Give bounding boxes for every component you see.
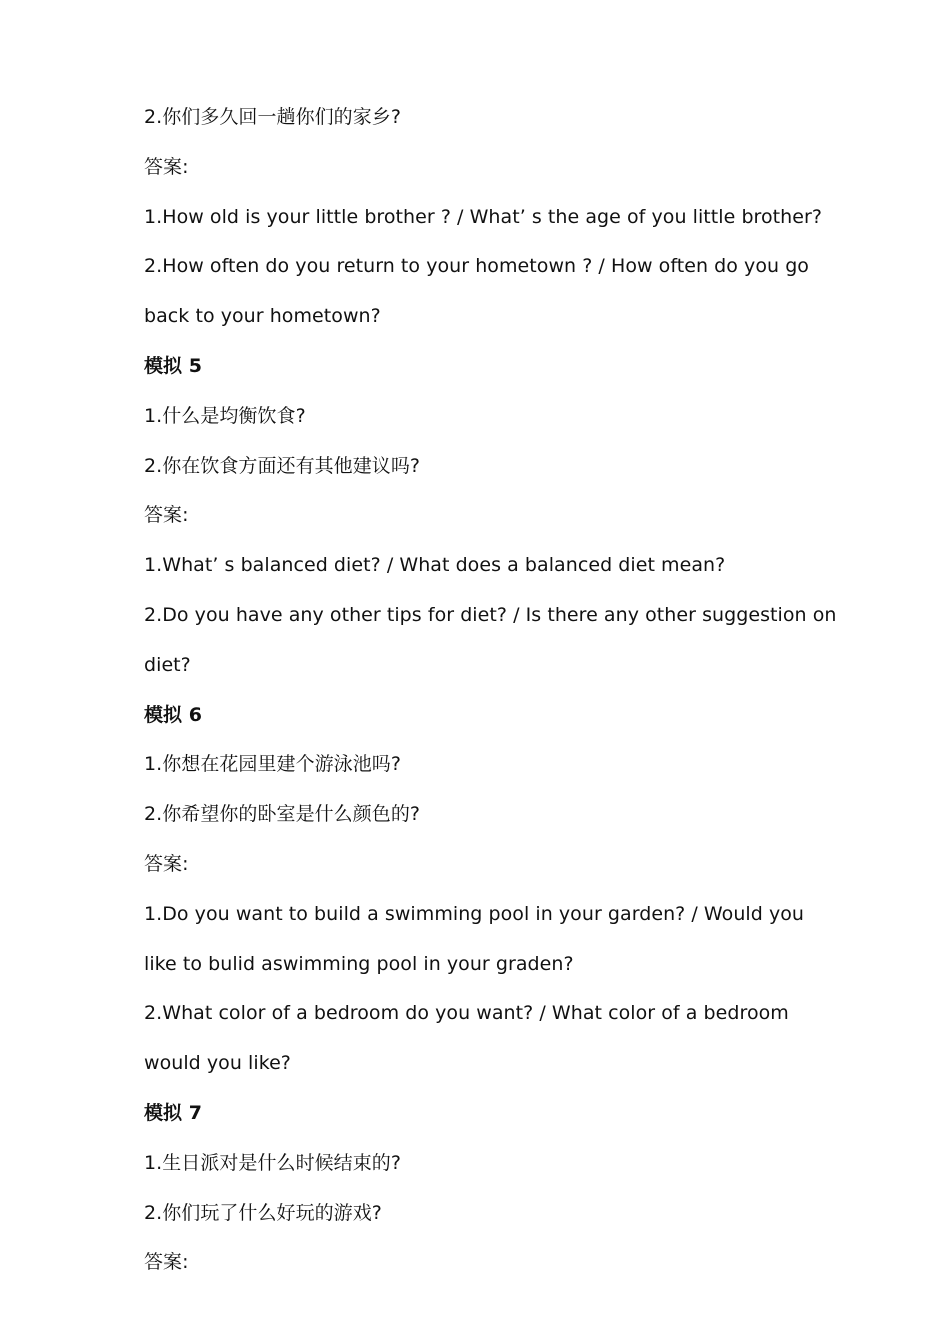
answer-line: would you like? (144, 1052, 291, 1075)
question-line: 2.你们多久回一趟你们的家乡? (144, 106, 401, 128)
answer-line: 2.What color of a bedroom do you want? / What color of a bedroom (144, 1002, 789, 1025)
answer-line: diet? (144, 653, 191, 676)
answer-label: 答案: (144, 852, 189, 875)
section-heading: 模拟 6 (144, 703, 203, 726)
answer-line: back to your hometown? (144, 305, 381, 328)
document-body (144, 93, 837, 1288)
question-line: 2.你在饮食方面还有其他建议吗? (144, 454, 421, 477)
question-line: 2.你们玩了什么好玩的游戏? (144, 1201, 382, 1224)
question-line: 1.生日派对是什么时候结束的? (144, 1151, 401, 1174)
answer-line: 1.How old is your little brother ? / What’ s the age of you little brother? (144, 205, 823, 228)
answer-line: 1.Do you want to build a swimming pool in your garden? / Would you (144, 902, 805, 925)
section-heading: 模拟 7 (144, 1101, 203, 1124)
answer-line: 1.What’ s balanced diet? / What does a balanced diet mean? (144, 554, 726, 577)
answer-label: 答案: (144, 504, 189, 527)
question-line: 2.你希望你的卧室是什么颜色的? (144, 803, 421, 826)
answer-line: like to bulid aswimming pool in your graden? (144, 952, 574, 975)
question-line: 1.你想在花园里建个游泳池吗? (144, 753, 401, 776)
answer-label: 答案: (144, 155, 189, 178)
answer-label: 答案: (144, 1251, 189, 1274)
answer-line: 2.How often do you return to your hometown ? / How often do you go (144, 255, 809, 278)
question-line: 1.什么是均衡饮食? (144, 404, 306, 427)
section-heading: 模拟 5 (144, 354, 203, 377)
answer-line: 2.Do you have any other tips for diet? / Is there any other suggestion on (144, 603, 837, 626)
